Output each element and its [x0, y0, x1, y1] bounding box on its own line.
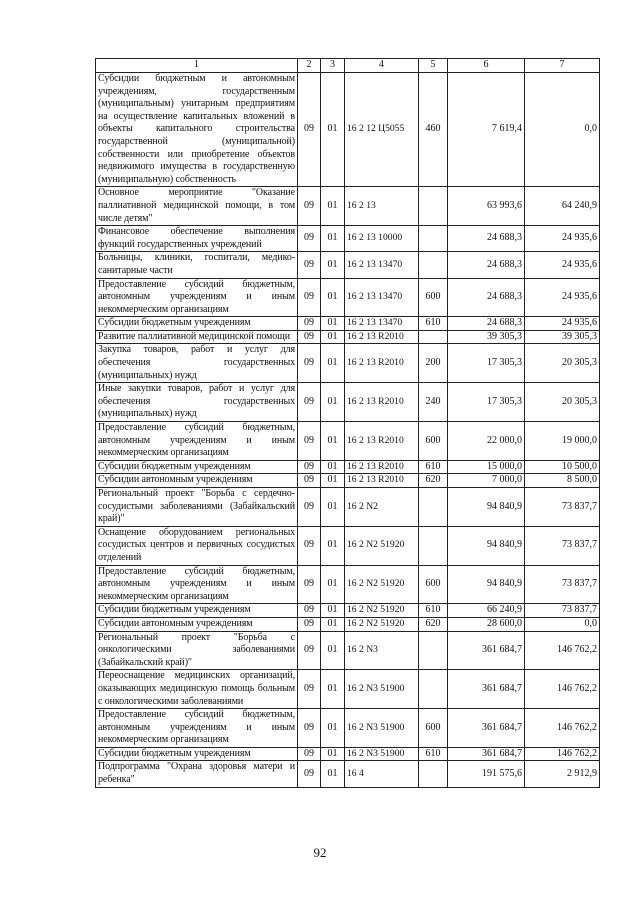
budget-table — [95, 58, 600, 788]
table-row — [96, 631, 600, 670]
amount-year-1: 63 993,6 — [448, 187, 525, 226]
row-description: Предоставление субсидий бюджетным, автономным учреждениям и иным некоммерческим организациям — [96, 422, 298, 461]
expense-type-code: 620 — [419, 617, 448, 631]
subsection-code: 01 — [321, 709, 345, 748]
target-article-code: 16 2 13 13470 — [345, 252, 419, 278]
expense-type-code: 610 — [419, 460, 448, 474]
amount-year-2: 146 762,2 — [525, 747, 600, 761]
table-row — [96, 474, 600, 488]
table-row — [96, 617, 600, 631]
target-article-code: 16 2 N2 51920 — [345, 617, 419, 631]
target-article-code: 16 2 12 Ц5055 — [345, 73, 419, 187]
amount-year-2: 0,0 — [525, 617, 600, 631]
amount-year-2: 2 912,9 — [525, 761, 600, 787]
subsection-code: 01 — [321, 565, 345, 604]
amount-year-1: 361 684,7 — [448, 747, 525, 761]
table-row — [96, 747, 600, 761]
row-description: Субсидии автономным учреждениям — [96, 474, 298, 488]
section-code: 09 — [298, 617, 321, 631]
subsection-code: 01 — [321, 631, 345, 670]
row-description: Предоставление субсидий бюджетным, автономным учреждениям и иным некоммерческим организациям — [96, 278, 298, 317]
amount-year-2: 10 500,0 — [525, 460, 600, 474]
column-header: 4 — [345, 59, 419, 73]
table-row — [96, 278, 600, 317]
subsection-code: 01 — [321, 488, 345, 527]
amount-year-2: 73 837,7 — [525, 565, 600, 604]
table-row — [96, 709, 600, 748]
amount-year-1: 94 840,9 — [448, 488, 525, 527]
subsection-code: 01 — [321, 73, 345, 187]
table-row — [96, 761, 600, 787]
section-code: 09 — [298, 565, 321, 604]
amount-year-2: 64 240,9 — [525, 187, 600, 226]
target-article-code: 16 2 13 R2010 — [345, 422, 419, 461]
section-code: 09 — [298, 317, 321, 331]
subsection-code: 01 — [321, 187, 345, 226]
expense-type-code: 620 — [419, 474, 448, 488]
amount-year-1: 15 000,0 — [448, 460, 525, 474]
target-article-code: 16 4 — [345, 761, 419, 787]
amount-year-1: 361 684,7 — [448, 631, 525, 670]
expense-type-code — [419, 226, 448, 252]
subsection-code: 01 — [321, 317, 345, 331]
row-description: Развитие паллиативной медицинской помощи — [96, 330, 298, 344]
subsection-code: 01 — [321, 460, 345, 474]
subsection-code: 01 — [321, 383, 345, 422]
row-description: Субсидии бюджетным учреждениям — [96, 604, 298, 618]
expense-type-code: 600 — [419, 709, 448, 748]
subsection-code: 01 — [321, 226, 345, 252]
subsection-code: 01 — [321, 747, 345, 761]
section-code: 09 — [298, 747, 321, 761]
amount-year-2: 73 837,7 — [525, 604, 600, 618]
expense-type-code — [419, 670, 448, 709]
table-body — [96, 73, 600, 788]
subsection-code: 01 — [321, 670, 345, 709]
amount-year-1: 191 575,6 — [448, 761, 525, 787]
table-header-row — [96, 59, 600, 73]
subsection-code: 01 — [321, 330, 345, 344]
table-row — [96, 383, 600, 422]
table-row — [96, 226, 600, 252]
target-article-code: 16 2 13 R2010 — [345, 330, 419, 344]
expense-type-code — [419, 526, 448, 565]
table-row — [96, 73, 600, 187]
expense-type-code: 460 — [419, 73, 448, 187]
target-article-code: 16 2 N2 51920 — [345, 565, 419, 604]
row-description: Основное мероприятие "Оказание паллиативной медицинской помощи, в том числе детям" — [96, 187, 298, 226]
section-code: 09 — [298, 383, 321, 422]
row-description: Иные закупки товаров, работ и услуг для обеспечения государственных (муниципальных) нужд — [96, 383, 298, 422]
row-description: Подпрограмма "Охрана здоровья матери и ребенка" — [96, 761, 298, 787]
row-description: Субсидии бюджетным учреждениям — [96, 460, 298, 474]
amount-year-2: 146 762,2 — [525, 670, 600, 709]
section-code: 09 — [298, 460, 321, 474]
expense-type-code — [419, 252, 448, 278]
amount-year-2: 8 500,0 — [525, 474, 600, 488]
section-code: 09 — [298, 226, 321, 252]
expense-type-code — [419, 488, 448, 527]
row-description: Закупка товаров, работ и услуг для обеспечения государственных (муниципальных) нужд — [96, 344, 298, 383]
table-row — [96, 526, 600, 565]
table-row — [96, 422, 600, 461]
row-description: Финансовое обеспечение выполнения функций государственных учреждений — [96, 226, 298, 252]
amount-year-1: 24 688,3 — [448, 278, 525, 317]
section-code: 09 — [298, 344, 321, 383]
table-row — [96, 187, 600, 226]
row-description: Оснащение оборудованием региональных сосудистых центров и первичных сосудистых отделений — [96, 526, 298, 565]
expense-type-code — [419, 761, 448, 787]
amount-year-1: 7 619,4 — [448, 73, 525, 187]
target-article-code: 16 2 13 10000 — [345, 226, 419, 252]
target-article-code: 16 2 N3 51900 — [345, 747, 419, 761]
table-row — [96, 252, 600, 278]
target-article-code: 16 2 N2 51920 — [345, 604, 419, 618]
table-row — [96, 488, 600, 527]
target-article-code: 16 2 N2 51920 — [345, 526, 419, 565]
target-article-code: 16 2 13 — [345, 187, 419, 226]
amount-year-1: 24 688,3 — [448, 226, 525, 252]
amount-year-2: 24 935,6 — [525, 252, 600, 278]
target-article-code: 16 2 N2 — [345, 488, 419, 527]
subsection-code: 01 — [321, 344, 345, 383]
expense-type-code: 610 — [419, 747, 448, 761]
column-header: 5 — [419, 59, 448, 73]
section-code: 09 — [298, 604, 321, 618]
row-description: Предоставление субсидий бюджетным, автономным учреждениям и иным некоммерческим организациям — [96, 709, 298, 748]
amount-year-2: 146 762,2 — [525, 709, 600, 748]
amount-year-1: 17 305,3 — [448, 383, 525, 422]
column-header: 6 — [448, 59, 525, 73]
amount-year-1: 17 305,3 — [448, 344, 525, 383]
section-code: 09 — [298, 631, 321, 670]
amount-year-2: 0,0 — [525, 73, 600, 187]
column-header: 7 — [525, 59, 600, 73]
target-article-code: 16 2 13 R2010 — [345, 474, 419, 488]
section-code: 09 — [298, 761, 321, 787]
section-code: 09 — [298, 474, 321, 488]
subsection-code: 01 — [321, 422, 345, 461]
amount-year-2: 24 935,6 — [525, 278, 600, 317]
amount-year-2: 19 000,0 — [525, 422, 600, 461]
table-row — [96, 604, 600, 618]
section-code: 09 — [298, 670, 321, 709]
expense-type-code — [419, 330, 448, 344]
amount-year-2: 24 935,6 — [525, 226, 600, 252]
subsection-code: 01 — [321, 617, 345, 631]
row-description: Субсидии автономным учреждениям — [96, 617, 298, 631]
row-description: Субсидии бюджетным учреждениям — [96, 317, 298, 331]
row-description: Субсидии бюджетным учреждениям — [96, 747, 298, 761]
expense-type-code: 600 — [419, 565, 448, 604]
amount-year-2: 20 305,3 — [525, 344, 600, 383]
subsection-code: 01 — [321, 252, 345, 278]
amount-year-1: 66 240,9 — [448, 604, 525, 618]
amount-year-1: 361 684,7 — [448, 709, 525, 748]
row-description: Больницы, клиники, госпитали, медико-санитарные части — [96, 252, 298, 278]
section-code: 09 — [298, 526, 321, 565]
section-code: 09 — [298, 187, 321, 226]
amount-year-2: 73 837,7 — [525, 526, 600, 565]
subsection-code: 01 — [321, 278, 345, 317]
amount-year-1: 94 840,9 — [448, 526, 525, 565]
amount-year-1: 361 684,7 — [448, 670, 525, 709]
section-code: 09 — [298, 73, 321, 187]
section-code: 09 — [298, 278, 321, 317]
target-article-code: 16 2 N3 — [345, 631, 419, 670]
table-row — [96, 670, 600, 709]
amount-year-1: 39 305,3 — [448, 330, 525, 344]
expense-type-code — [419, 631, 448, 670]
expense-type-code: 200 — [419, 344, 448, 383]
amount-year-2: 20 305,3 — [525, 383, 600, 422]
column-header: 3 — [321, 59, 345, 73]
amount-year-1: 22 000,0 — [448, 422, 525, 461]
row-description: Предоставление субсидий бюджетным, автономным учреждениям и иным некоммерческим организациям — [96, 565, 298, 604]
subsection-code: 01 — [321, 526, 345, 565]
row-description: Субсидии бюджетным и автономным учреждениям, государственным (муниципальным) унитарным предприятиям на осуществление капитальных вложений в объекты капитального строительства государственной (муниципальной) собственности или приобретение объектов недвижимого имущества в государственную (муниципальную) собственность — [96, 73, 298, 187]
amount-year-2: 73 837,7 — [525, 488, 600, 527]
section-code: 09 — [298, 709, 321, 748]
subsection-code: 01 — [321, 604, 345, 618]
column-header: 2 — [298, 59, 321, 73]
table-row — [96, 317, 600, 331]
table-row — [96, 330, 600, 344]
amount-year-1: 24 688,3 — [448, 317, 525, 331]
target-article-code: 16 2 13 R2010 — [345, 383, 419, 422]
section-code: 09 — [298, 488, 321, 527]
expense-type-code — [419, 187, 448, 226]
row-description: Региональный проект "Борьба с сердечно-сосудистыми заболеваниями (Забайкальский край)" — [96, 488, 298, 527]
amount-year-2: 146 762,2 — [525, 631, 600, 670]
amount-year-1: 7 000,0 — [448, 474, 525, 488]
section-code: 09 — [298, 422, 321, 461]
subsection-code: 01 — [321, 761, 345, 787]
expense-type-code: 600 — [419, 422, 448, 461]
page-number: 92 — [313, 845, 327, 860]
target-article-code: 16 2 13 R2010 — [345, 344, 419, 383]
column-header: 1 — [96, 59, 298, 73]
row-description: Переоснащение медицинских организаций, оказывающих медицинскую помощь больным с онкологическими заболеваниями — [96, 670, 298, 709]
amount-year-1: 28 600,0 — [448, 617, 525, 631]
subsection-code: 01 — [321, 474, 345, 488]
amount-year-2: 24 935,6 — [525, 317, 600, 331]
target-article-code: 16 2 N3 51900 — [345, 670, 419, 709]
target-article-code: 16 2 13 13470 — [345, 278, 419, 317]
target-article-code: 16 2 13 13470 — [345, 317, 419, 331]
expense-type-code: 610 — [419, 317, 448, 331]
amount-year-2: 39 305,3 — [525, 330, 600, 344]
row-description: Региональный проект "Борьба с онкологическими заболеваниями (Забайкальский край)" — [96, 631, 298, 670]
expense-type-code: 610 — [419, 604, 448, 618]
amount-year-1: 24 688,3 — [448, 252, 525, 278]
section-code: 09 — [298, 252, 321, 278]
expense-type-code: 240 — [419, 383, 448, 422]
table-row — [96, 460, 600, 474]
expense-type-code: 600 — [419, 278, 448, 317]
table-row — [96, 565, 600, 604]
section-code: 09 — [298, 330, 321, 344]
target-article-code: 16 2 N3 51900 — [345, 709, 419, 748]
amount-year-1: 94 840,9 — [448, 565, 525, 604]
target-article-code: 16 2 13 R2010 — [345, 460, 419, 474]
table-row — [96, 344, 600, 383]
